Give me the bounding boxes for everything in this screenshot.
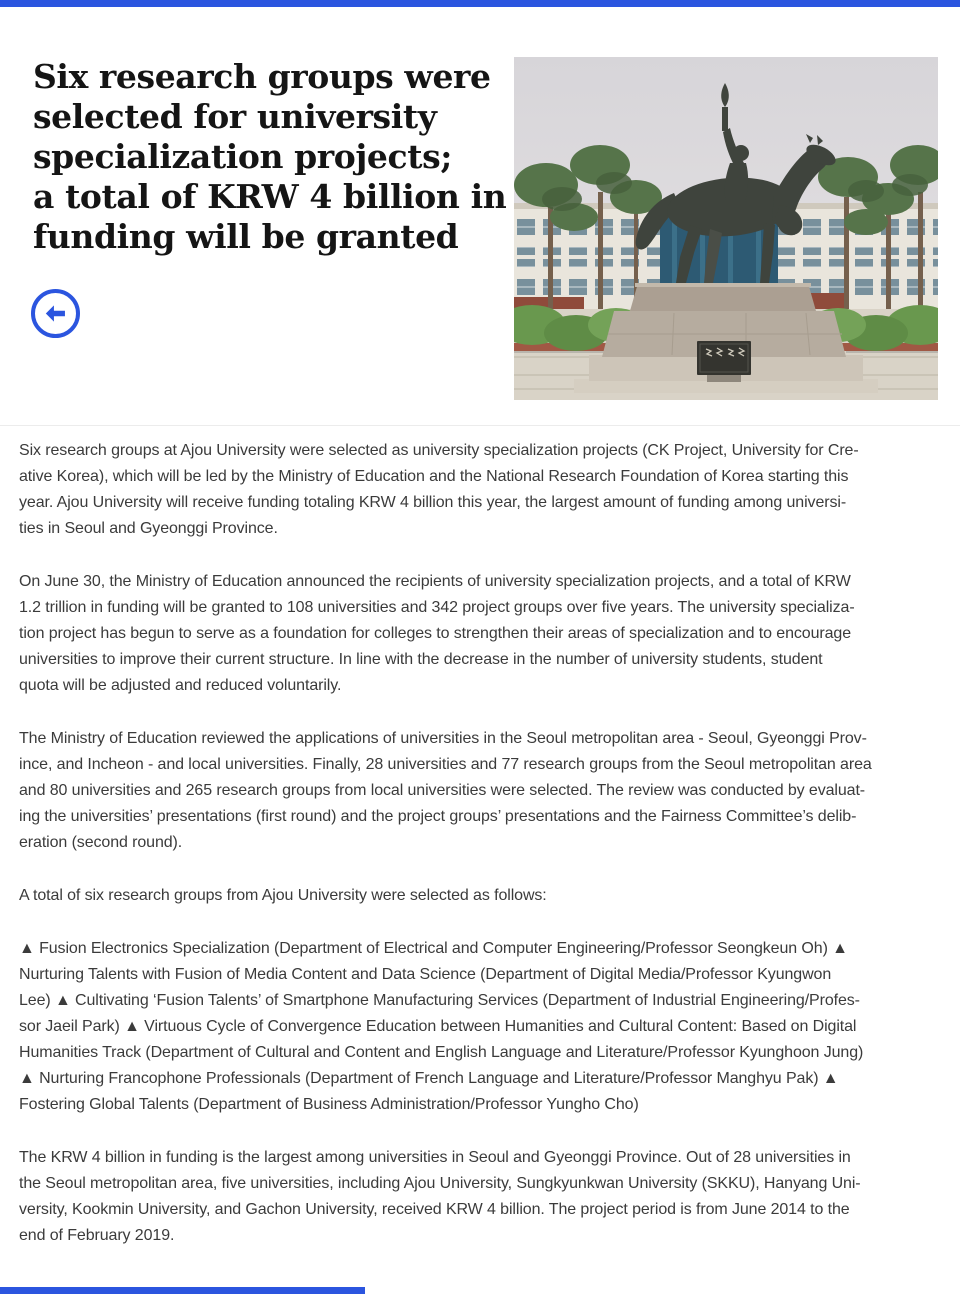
text-line: sor Jaeil Park) ▲ Virtuous Cycle of Convergence Education between Humanities and Cultural Content: Based on Digital xyxy=(19,1018,857,1035)
article-paragraph xyxy=(19,438,941,542)
article-paragraph xyxy=(19,1145,941,1249)
back-button[interactable] xyxy=(31,289,80,338)
title-line: specialization projects; xyxy=(33,137,453,176)
title-line: a total of KRW 4 billion in xyxy=(33,177,507,216)
text-line: end of February 2019. xyxy=(19,1227,175,1244)
text-line: eration (second round). xyxy=(19,834,183,851)
text-line: year. Ajou University will receive funding totaling KRW 4 billion this year, the largest amount of funding among universi- xyxy=(19,494,847,511)
photo-plaque xyxy=(697,341,751,375)
arrow-left-icon xyxy=(42,300,69,327)
title-line: Six research groups were xyxy=(33,57,491,96)
campus-statue-photo xyxy=(514,57,938,400)
text-line: ▲ Nurturing Francophone Professionals (Department of French Language and Literature/Professor Manghyu Pak) ▲ xyxy=(19,1070,839,1087)
article-body xyxy=(0,426,960,1249)
article-paragraph xyxy=(19,726,941,856)
article-title xyxy=(33,57,506,257)
text-line: Fostering Global Talents (Department of Business Administration/Professor Yungho Cho) xyxy=(19,1096,639,1113)
article-paragraph xyxy=(19,936,941,1118)
title-line: selected for university xyxy=(33,97,437,136)
top-accent-bar xyxy=(0,0,960,7)
text-line: ative Korea), which will be led by the Ministry of Education and the National Research Foundation of Korea starting this xyxy=(19,468,849,485)
text-line: ▲ Fusion Electronics Specialization (Department of Electrical and Computer Engineering/Professor Seongkeun Oh) ▲ xyxy=(19,940,848,957)
text-line: universities to improve their current structure. In line with the decrease in the number of university students, student xyxy=(19,651,823,668)
text-line: The Ministry of Education reviewed the applications of universities in the Seoul metropolitan area - Seoul, Gyeonggi Prov- xyxy=(19,730,867,747)
text-line: ing the universities’ presentations (first round) and the project groups’ presentations and the Fairness Committee’s delib- xyxy=(19,808,857,825)
text-line: Six research groups at Ajou University were selected as university specialization projects (CK Project, University for Cre- xyxy=(19,442,859,459)
text-line: On June 30, the Ministry of Education announced the recipients of university specialization projects, and a total of KRW xyxy=(19,573,851,590)
title-line: funding will be granted xyxy=(33,217,459,256)
text-line: tion project has begun to serve as a foundation for colleges to strengthen their areas of specialization and to encourage xyxy=(19,625,852,642)
article-header xyxy=(0,0,960,425)
text-line: quota will be adjusted and reduced voluntarily. xyxy=(19,677,342,694)
article-paragraph xyxy=(19,883,941,909)
article-photo xyxy=(514,57,938,400)
text-line: A total of six research groups from Ajou University were selected as follows: xyxy=(19,887,547,904)
bottom-accent-bar xyxy=(0,1287,365,1294)
text-line: 1.2 trillion in funding will be granted to 108 universities and 342 project groups over five years. The university specializa- xyxy=(19,599,855,616)
text-line: ties in Seoul and Gyeonggi Province. xyxy=(19,520,278,537)
text-line: and 80 universities and 265 research groups from local universities were selected. The review was conducted by evaluat- xyxy=(19,782,866,799)
text-line: Lee) ▲ Cultivating ‘Fusion Talents’ of Smartphone Manufacturing Services (Department of Industrial Engineering/Profes- xyxy=(19,992,860,1009)
text-line: the Seoul metropolitan area, five universities, including Ajou University, Sungkyunkwan University (SKKU), Hanyang Uni- xyxy=(19,1175,861,1192)
text-line: The KRW 4 billion in funding is the largest among universities in Seoul and Gyeonggi Province. Out of 28 universities in xyxy=(19,1149,851,1166)
text-line: versity, Kookmin University, and Gachon University, received KRW 4 billion. The project period is from June 2014 to the xyxy=(19,1201,850,1218)
text-line: Humanities Track (Department of Cultural and Content and English Language and Literature/Professor Kyunghoon Jung) xyxy=(19,1044,864,1061)
article-paragraph xyxy=(19,569,941,699)
text-line: Nurturing Talents with Fusion of Media Content and Data Science (Department of Digital Media/Professor Kyungwon xyxy=(19,966,832,983)
text-line: ince, and Incheon - and local universities. Finally, 28 universities and 77 research groups from the Seoul metropolitan area xyxy=(19,756,872,773)
